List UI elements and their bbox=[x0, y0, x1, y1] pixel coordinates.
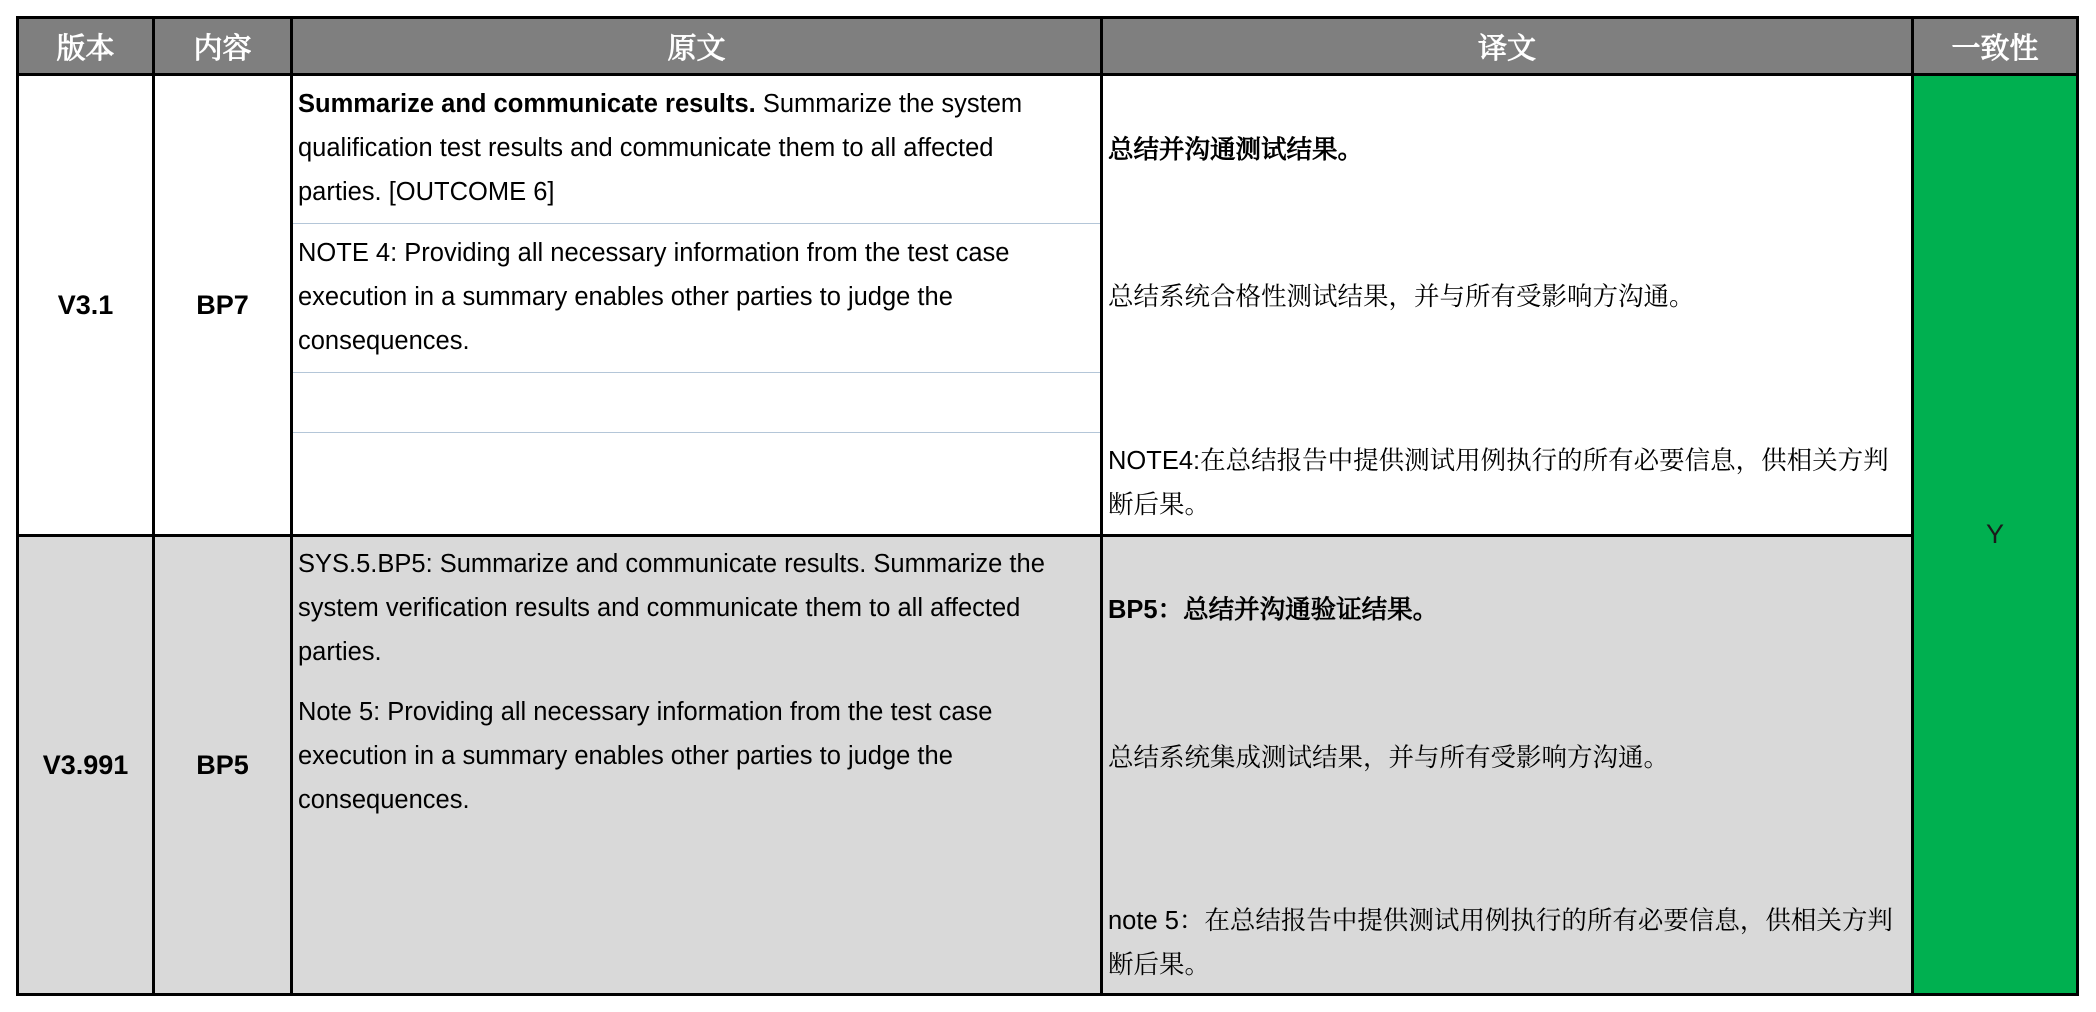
row-2-translation-note: note 5：在总结报告中提供测试用例执行的所有必要信息，供相关方判断后果。 bbox=[1108, 907, 1893, 979]
row-1-original-divider-2 bbox=[293, 372, 1100, 373]
row-1-original-lead-text: Summarize the system qualification test results and communicate them to all affected parties. [OUTCOME 6] bbox=[298, 90, 1023, 206]
header-original-label: 原文 bbox=[667, 32, 726, 65]
row-2-content-cell bbox=[155, 537, 290, 993]
row-1-version-cell bbox=[19, 76, 152, 534]
row-1-translation-title: 总结并沟通测试结果。 bbox=[1108, 136, 1364, 164]
header-cell-translation bbox=[1103, 19, 1911, 73]
row-1-original-note: NOTE 4: Providing all necessary information from the test case execution in a summary enables other parties to judge the consequences. bbox=[298, 239, 1010, 355]
row-2-translation-text: 总结系统集成测试结果，并与所有受影响方沟通。 bbox=[1108, 744, 1670, 772]
header-consistency-label: 一致性 bbox=[1951, 32, 2039, 65]
header-cell-original bbox=[293, 19, 1100, 73]
header-cell-consistency bbox=[1914, 19, 2076, 73]
row-2-content: BP5 bbox=[196, 749, 249, 780]
row-2-translation-title: BP5：总结并沟通验证结果。 bbox=[1108, 596, 1439, 624]
header-translation-label: 译文 bbox=[1477, 32, 1536, 65]
row-1-translation-text: 总结系统合格性测试结果，并与所有受影响方沟通。 bbox=[1108, 283, 1695, 311]
row-2-version: V3.991 bbox=[42, 749, 129, 780]
header-content-label: 内容 bbox=[193, 32, 252, 65]
row-1-original-lead-bold: Summarize and communicate results. bbox=[298, 90, 756, 118]
consistency-value: Y bbox=[1985, 519, 2004, 549]
row-1-original-divider-3 bbox=[293, 432, 1100, 433]
row-2-original-note: Note 5: Providing all necessary information from the test case execution in a summary enables other parties to judge the consequences. bbox=[298, 698, 993, 814]
row-1-content: BP7 bbox=[196, 289, 249, 320]
consistency-cell bbox=[1914, 76, 2076, 993]
row-2-version-cell bbox=[19, 537, 152, 993]
row-1-translation-cell bbox=[1103, 76, 1911, 534]
row-2-original-text: SYS.5.BP5: Summarize and communicate results. Summarize the system verification results and communicate them to all affected parties. bbox=[298, 550, 1045, 666]
row-1-content-cell bbox=[155, 76, 290, 534]
row-2-translation-cell bbox=[1103, 537, 1911, 993]
header-version-label: 版本 bbox=[56, 32, 115, 65]
row-1-original-paragraph bbox=[298, 82, 1078, 214]
row-1-original-divider-1 bbox=[293, 223, 1100, 224]
row-1-original-cell bbox=[293, 76, 1100, 534]
header-cell-version bbox=[19, 19, 152, 73]
row-1-translation-note: NOTE4:在总结报告中提供测试用例执行的所有必要信息，供相关方判断后果。 bbox=[1108, 447, 1889, 519]
row-1-version: V3.1 bbox=[57, 289, 114, 320]
row-2-original-cell bbox=[293, 537, 1100, 993]
header-cell-content bbox=[155, 19, 290, 73]
